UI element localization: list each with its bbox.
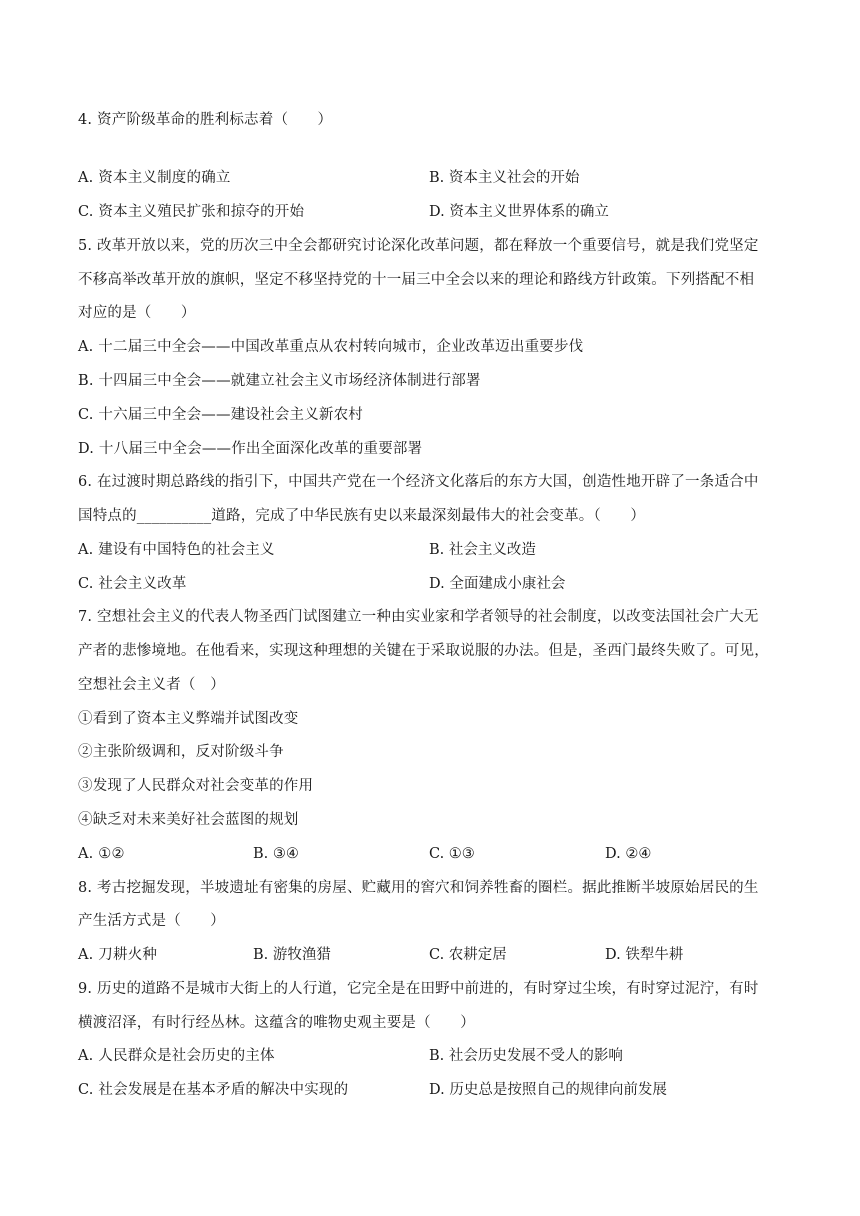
question-7-stem-line-2: 产者的悲惨境地。在他看来，实现这种理想的关键在于采取说服的办法。但是，圣西门最终失败了。可见， [78,643,769,659]
question-7-item-2: ②主张阶级调和，反对阶级斗争 [78,744,284,760]
question-4-stem: 4. 资产阶级革命的胜利标志着（ ） [78,112,333,128]
question-9-option-c: C. 社会发展是在基本矛盾的解决中实现的 [78,1082,349,1098]
question-6-stem-line-1: 6. 在过渡时期总路线的指引下，中国共产党在一个经济文化落后的东方大国，创造性地开辟了一条适合中 [78,474,759,490]
question-8-option-a: A. 刀耕火种 [78,947,158,963]
question-8-stem-line-2: 产生活方式是（ ） [78,913,225,929]
question-4-option-c: C. 资本主义殖民扩张和掠夺的开始 [78,204,305,220]
question-4-option-b: B. 资本主义社会的开始 [429,170,580,186]
question-6-option-a: A. 建设有中国特色的社会主义 [78,542,275,558]
question-5-option-a: A. 十二届三中全会——中国改革重点从农村转向城市，企业改革迈出重要步伐 [78,339,584,355]
question-7-option-b: B. ③④ [253,846,299,862]
question-7-option-a: A. ①② [78,846,125,862]
question-6-option-b: B. 社会主义改造 [429,542,536,558]
question-5-option-c: C. 十六届三中全会——建设社会主义新农村 [78,407,363,423]
question-8-option-b: B. 游牧渔猎 [253,947,331,963]
question-9-stem-line-2: 横渡沼泽，有时行经丛林。这蕴含的唯物史观主要是（ ） [78,1015,475,1031]
question-6-option-d: D. 全面建成小康社会 [429,576,566,592]
question-4-option-d: D. 资本主义世界体系的确立 [429,204,609,220]
question-5-option-d: D. 十八届三中全会——作出全面深化改革的重要部署 [78,441,423,457]
question-7-stem-line-1: 7. 空想社会主义的代表人物圣西门试图建立一种由实业家和学者领导的社会制度，以改变法国社会广大无 [78,609,759,625]
question-5-option-b: B. 十四届三中全会——就建立社会主义市场经济体制进行部署 [78,373,481,389]
question-7-stem-line-3: 空想社会主义者（ ） [78,677,225,693]
question-7-option-d: D. ②④ [605,846,652,862]
question-7-item-3: ③发现了人民群众对社会变革的作用 [78,778,314,794]
question-9-option-d: D. 历史总是按照自己的规律向前发展 [429,1082,667,1098]
question-9-option-b: B. 社会历史发展不受人的影响 [429,1048,623,1064]
question-8-option-c: C. 农耕定居 [429,947,507,963]
question-7-item-1: ①看到了资本主义弊端并试图改变 [78,711,299,727]
question-5-stem-line-2: 不移高举改革开放的旗帜，坚定不移坚持党的十一届三中全会以来的理论和路线方针政策。下列搭配不相 [78,272,755,288]
question-6-stem-line-2: 国特点的__________道路，完成了中华民族有史以来最深刻最伟大的社会变革。（ ） [78,508,646,524]
question-9-option-a: A. 人民群众是社会历史的主体 [78,1048,275,1064]
question-9-stem-line-1: 9. 历史的道路不是城市大街上的人行道，它完全是在田野中前进的，有时穿过尘埃，有时穿过泥泞，有时 [78,981,759,997]
question-7-item-4: ④缺乏对未来美好社会蓝图的规划 [78,812,299,828]
question-7-option-c: C. ①③ [429,846,475,862]
question-5-stem-line-1: 5. 改革开放以来，党的历次三中全会都研究讨论深化改革问题，都在释放一个重要信号，就是我们党坚定 [78,238,759,254]
question-5-stem-line-3: 对应的是（ ） [78,305,196,321]
question-4-option-a: A. 资本主义制度的确立 [78,170,231,186]
question-8-option-d: D. 铁犁牛耕 [605,947,684,963]
question-8-stem-line-1: 8. 考古挖掘发现，半坡遗址有密集的房屋、贮藏用的窖穴和饲养牲畜的圈栏。据此推断半坡原始居民的生 [78,880,759,896]
question-6-option-c: C. 社会主义改革 [78,576,187,592]
